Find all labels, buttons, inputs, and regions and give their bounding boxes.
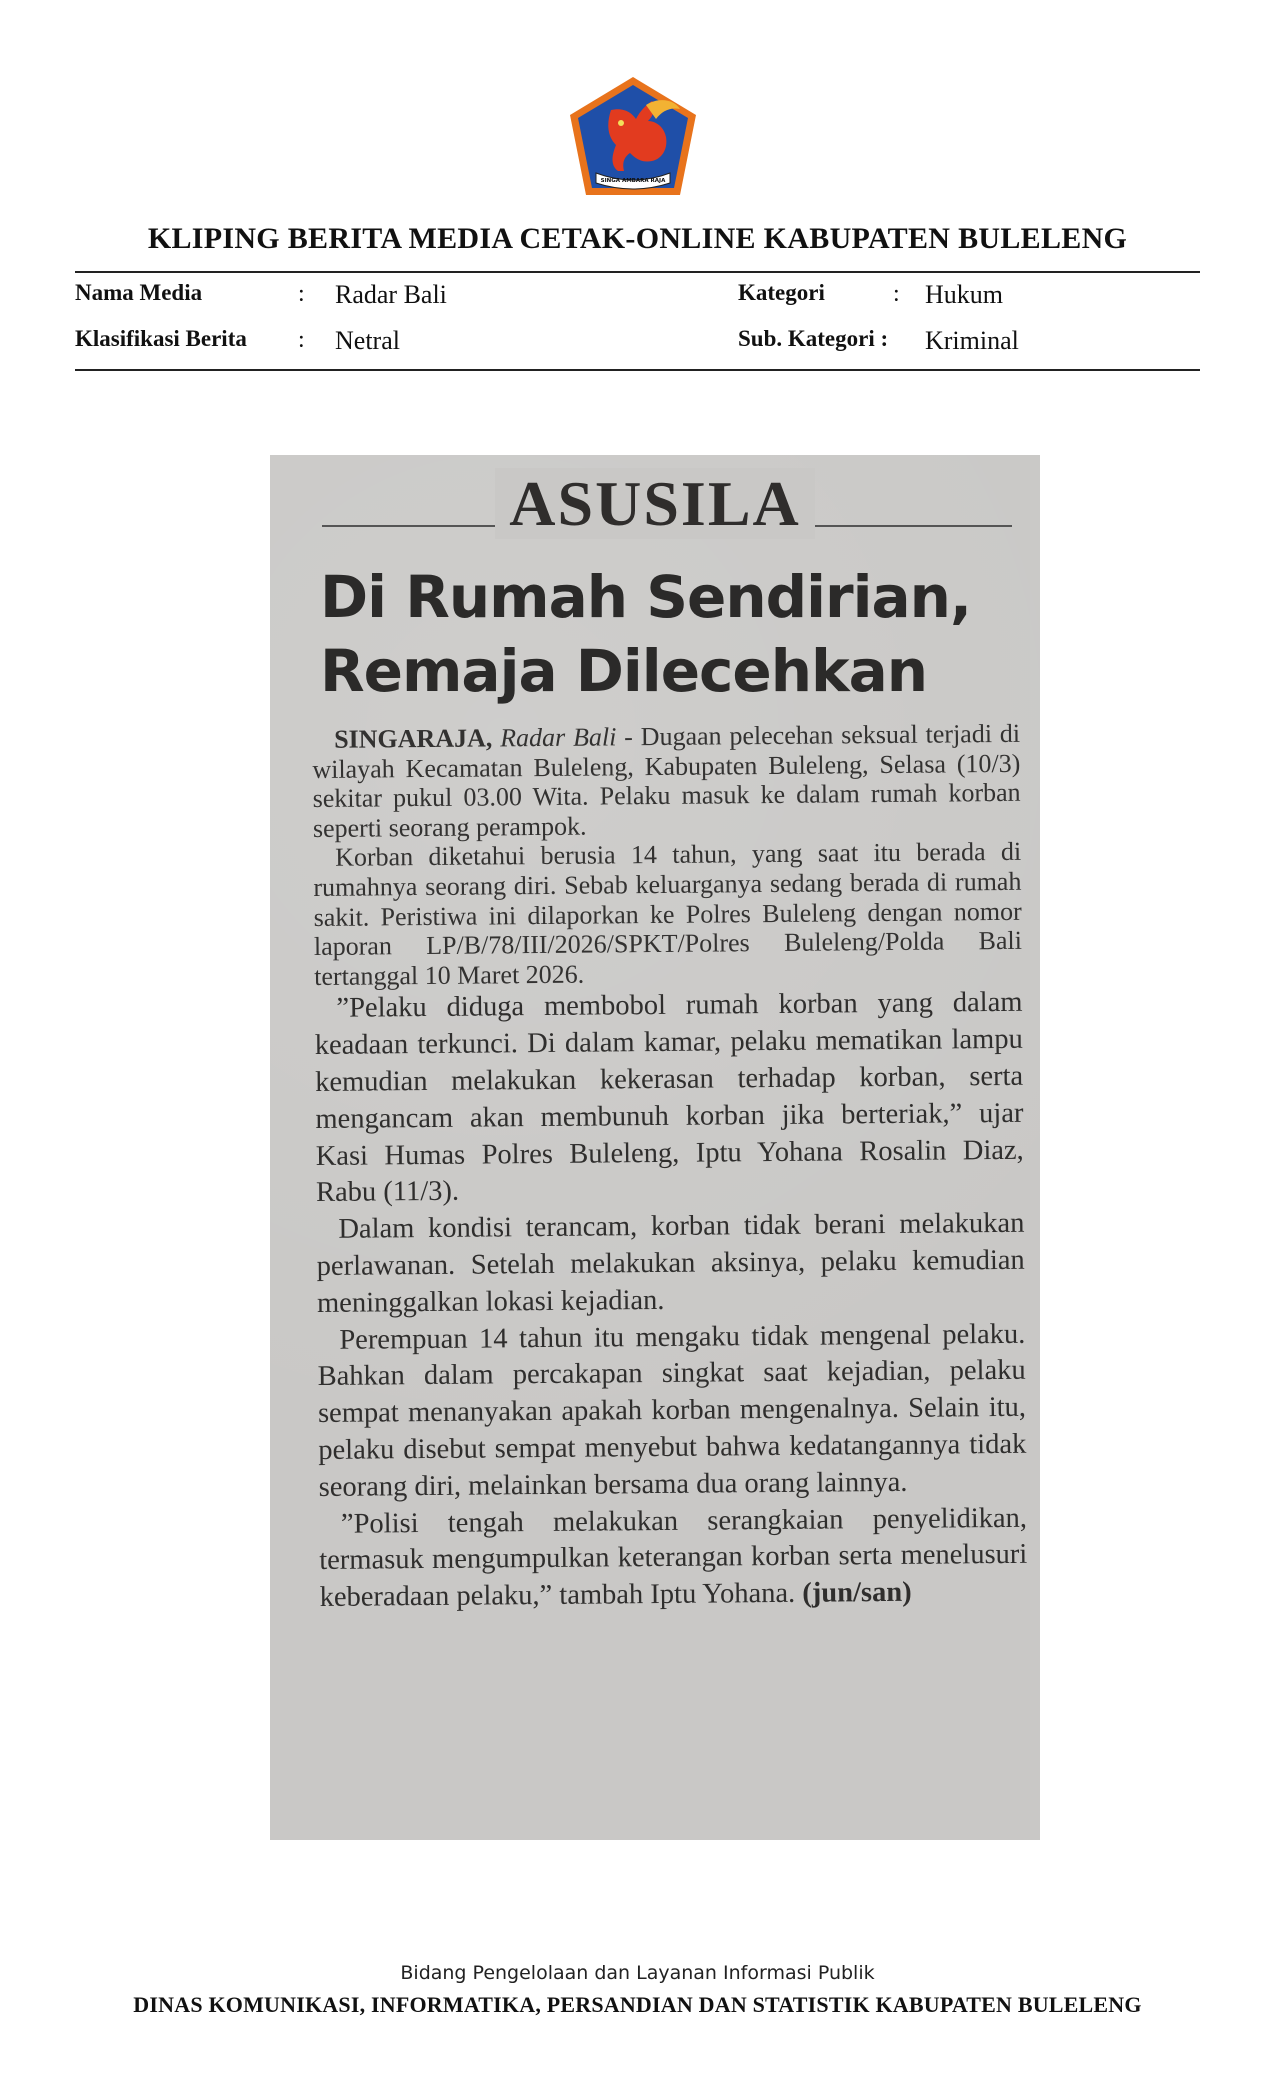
footer-agency: DINAS KOMUNIKASI, INFORMATIKA, PERSANDIAN DAN STATISTIK KABUPATEN BULELENG xyxy=(133,1992,1142,2017)
header-rule-bottom xyxy=(75,369,1200,371)
footer-division: Bidang Pengelolaan dan Layanan Informasi Publik xyxy=(400,1962,875,1984)
kategori-label: Kategori xyxy=(738,280,825,305)
sub-kategori-value: Kriminal xyxy=(925,326,1019,355)
author-signature: (jun/san) xyxy=(802,1576,912,1609)
headline-line: Remaja Dilecehkan xyxy=(320,637,928,705)
article-paragraph: Dalam kondisi terancam, korban tidak berani melakukan perlawanan. Setelah melakukan aksinya, pelaku kemudian meninggalkan lokasi kejadian. xyxy=(316,1207,1025,1319)
dateline: SINGARAJA, xyxy=(333,723,493,754)
colon: : xyxy=(298,327,305,353)
headline-line: Di Rumah Sendirian, xyxy=(320,563,971,631)
pemkab-buleleng-logo xyxy=(566,75,700,199)
article-paragraph: SINGARAJA, Radar Bali - Dugaan pelecehan seksual terjadi di wilayah Kecamatan Buleleng, Kabupaten Buleleng, Selasa (10/3) sekitar pukul 03.00 Wita. Pelaku masuk ke dalam rumah korban seperti seorang perampok. xyxy=(312,718,1021,843)
article-paragraph: ”Polisi tengah melakukan serangkaian penyelidikan, termasuk mengumpulkan keterangan korban serta menelusuri keberadaan pelaku,” tambah Iptu Yohana. (jun/san) xyxy=(319,1502,1028,1614)
nama-media-value: Radar Bali xyxy=(335,280,447,309)
header-rule-top xyxy=(75,271,1200,273)
colon: : xyxy=(298,281,305,307)
klasifikasi-value: Netral xyxy=(335,326,400,355)
article-paragraph: ”Pelaku diduga membobol rumah korban yang dalam keadaan terkunci. Di dalam kamar, pelaku mematikan lampu kemudian melakukan kekerasan terhadap korban, serta mengancam akan membunuh korban jika berteriak,” ujar Kasi Humas Polres Buleleng, Iptu Yohana Rosalin Diaz, Rabu (11/3). xyxy=(314,987,1024,1209)
sub-kategori-label: Sub. Kategori : xyxy=(738,326,889,351)
media-source: Radar Bali xyxy=(500,722,617,753)
article-paragraph: Korban diketahui berusia 14 tahun, yang saat itu berada di rumahnya seorang diri. Sebab keluarganya sedang berada di rumah sakit. Peristiwa ini dilaporkan ke Polres Buleleng dengan nomor laporan LP/B/78/III/2026/SPKT/Polres Buleleng/Polda Bali tertanggal 10 Maret 2026. xyxy=(313,837,1023,991)
page-title: KLIPING BERITA MEDIA CETAK-ONLINE KABUPATEN BULELENG xyxy=(147,222,1128,255)
colon: : xyxy=(893,281,900,307)
svg-text:SINGA AMBARA RAJA: SINGA AMBARA RAJA xyxy=(600,178,666,184)
kategori-value: Hukum xyxy=(925,280,1003,309)
article-paragraph: Perempuan 14 tahun itu mengaku tidak mengenal pelaku. Bahkan dalam percakapan singkat saat kejadian, pelaku sempat menanyakan apakah korban mengenalnya. Selain itu, pelaku disebut sempat menyebut bahwa kedatangannya tidak seorang diri, melainkan bersama dua orang lainnya. xyxy=(317,1318,1027,1503)
klasifikasi-label: Klasifikasi Berita xyxy=(75,326,247,351)
newspaper-clipping xyxy=(270,455,1040,1840)
article-body xyxy=(312,719,1028,1617)
headline xyxy=(320,560,1020,708)
nama-media-label: Nama Media xyxy=(75,280,203,305)
rubric: ASUSILA xyxy=(270,467,1040,541)
